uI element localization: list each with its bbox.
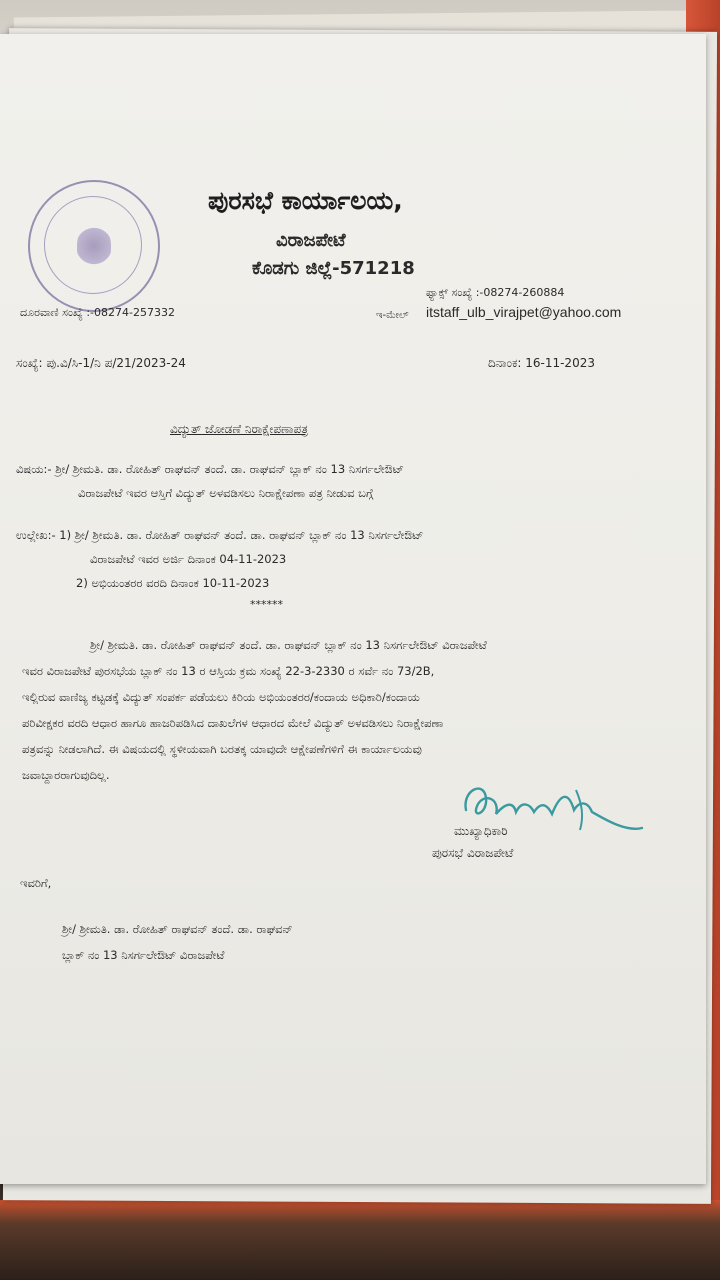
office-name: ಪುರಸಭೆ ಕಾರ್ಯಾಲಯ, <box>208 186 403 215</box>
phone-number: ದೂರವಾಣಿ ಸಂಖ್ಯೆ :-08274-257332 <box>20 306 175 319</box>
letter-date: ದಿನಾಂಕ: 16-11-2023 <box>488 356 595 370</box>
letter-page <box>0 34 706 1184</box>
floor-background <box>0 1200 720 1280</box>
body-line-2: ಇವರ ವಿರಾಜಪೇಟೆ ಪುರಸಭೆಯ ಬ್ಲಾಕ್ ನಂ 13 ರ ಆಸ್ತಿಯ ಕ್ರಮ ಸಂಖ್ಯೆ 22-3-2330 ರ ಸರ್ವೆ ನಂ 73/2B, <box>22 664 435 678</box>
signatory-title: ಮುಖ್ಯಾಧಿಕಾರಿ <box>454 824 508 838</box>
body-line-3: ಇಲ್ಲಿರುವ ವಾಣಿಜ್ಯ ಕಟ್ಟಡಕ್ಕೆ ವಿದ್ಯುತ್ ಸಂಪರ್ಕ ಪಡೆಯಲು ಕಿರಿಯ ಅಭಿಯಂತರರ/ಕಂದಾಯ ಅಧಿಕಾರಿ/ಕಂದಾಯ <box>22 690 420 704</box>
document-title: ವಿದ್ಯುತ್ ಜೋಡಣೆ ನಿರಾಕ್ಷೇಪಣಾಪತ್ರ <box>170 422 309 436</box>
reference-line-1: ಉಲ್ಲೇಖ:- 1) ಶ್ರೀ/ ಶ್ರೀಮತಿ. ಡಾ. ರೋಹಿತ್ ರಾಘವನ್ ತಂದೆ. ಡಾ. ರಾಘವನ್ ಬ್ಲಾಕ್ ನಂ 13 ನಿಸರ್ಗಲೇಔಟ್ <box>16 528 424 542</box>
body-line-4: ಪರಿವೀಕ್ಷಕರ ವರದಿ ಆಧಾರ ಹಾಗೂ ಹಾಜರಿಪಡಿಸಿದ ದಾಖಲೆಗಳ ಆಧಾರದ ಮೇಲೆ ವಿದ್ಯುತ್ ಅಳವಡಿಸಲು ನಿರಾಕ್ಷೇಪಣಾ <box>22 716 444 730</box>
body-line-1: ಶ್ರೀ/ ಶ್ರೀಮತಿ. ಡಾ. ರೋಹಿತ್ ರಾಘವನ್ ತಂದೆ. ಡಾ. ರಾಘವನ್ ಬ್ಲಾಕ್ ನಂ 13 ನಿಸರ್ಗಲೇಔಟ್ ವಿರಾಜಪೇಟೆ <box>90 638 487 652</box>
signatory-office: ಪುರಸಭೆ ವಿರಾಜಪೇಟೆ <box>432 846 514 860</box>
recipient-line-2: ಬ್ಲಾಕ್ ನಂ 13 ನಿಸರ್ಗಲೇಔಟ್ ವಿರಾಜಪೇಟೆ <box>62 948 225 962</box>
reference-line-2: ವಿರಾಜಪೇಟೆ ಇವರ ಅರ್ಜಿ ದಿನಾಂಕ 04-11-2023 <box>90 552 287 566</box>
reference-number: ಸಂಖ್ಯೆ: ಪು.ವಿ/ಸಿ-1/ನಿ ಪ/21/2023-24 <box>16 356 186 370</box>
office-town: ವಿರಾಜಪೇಟೆ <box>276 230 346 251</box>
separator-stars: ****** <box>250 598 283 611</box>
email-address: itstaff_ulb_virajpet@yahoo.com <box>426 304 622 320</box>
recipient-label: ಇವರಿಗೆ, <box>20 876 52 890</box>
body-line-5: ಪತ್ರವನ್ನು ನೀಡಲಾಗಿದೆ. ಈ ವಿಷಯದಲ್ಲಿ ಸ್ಥಳೀಯವಾಗಿ ಬರತಕ್ಕ ಯಾವುದೇ ಆಕ್ಷೇಪಣೆಗಳಿಗೆ ಈ ಕಾರ್ಯಾಲಯವು <box>22 742 422 756</box>
office-district: ಕೊಡಗು ಜಿಲ್ಲೆ-571218 <box>252 258 415 279</box>
office-seal-icon <box>28 180 160 312</box>
subject-line-2: ವಿರಾಜಪೇಟೆ ಇವರ ಆಸ್ತಿಗೆ ವಿದ್ಯುತ್ ಅಳವಡಿಸಲು ನಿರಾಕ್ಷೇಪಣಾ ಪತ್ರ ನೀಡುವ ಬಗ್ಗೆ <box>78 486 374 500</box>
reference-line-3: 2) ಅಭಿಯಂತರರ ವರದಿ ದಿನಾಂಕ 10-11-2023 <box>76 576 270 590</box>
email-label: ಇ-ಮೇಲ್ <box>376 310 409 321</box>
subject-line-1: ವಿಷಯ:- ಶ್ರೀ/ ಶ್ರೀಮತಿ. ಡಾ. ರೋಹಿತ್ ರಾಘವನ್ ತಂದೆ. ಡಾ. ರಾಘವನ್ ಬ್ಲಾಕ್ ನಂ 13 ನಿಸರ್ಗಲೇಔಟ್ <box>16 462 404 476</box>
body-line-6: ಜವಾಬ್ದಾರರಾಗುವುದಿಲ್ಲ. <box>22 768 110 782</box>
fax-number: ಫ್ಯಾಕ್ಸ್ ಸಂಖ್ಯೆ :-08274-260884 <box>426 286 565 299</box>
recipient-line-1: ಶ್ರೀ/ ಶ್ರೀಮತಿ. ಡಾ. ರೋಹಿತ್ ರಾಘವನ್ ತಂದೆ. ಡಾ. ರಾಘವನ್ <box>62 922 293 936</box>
